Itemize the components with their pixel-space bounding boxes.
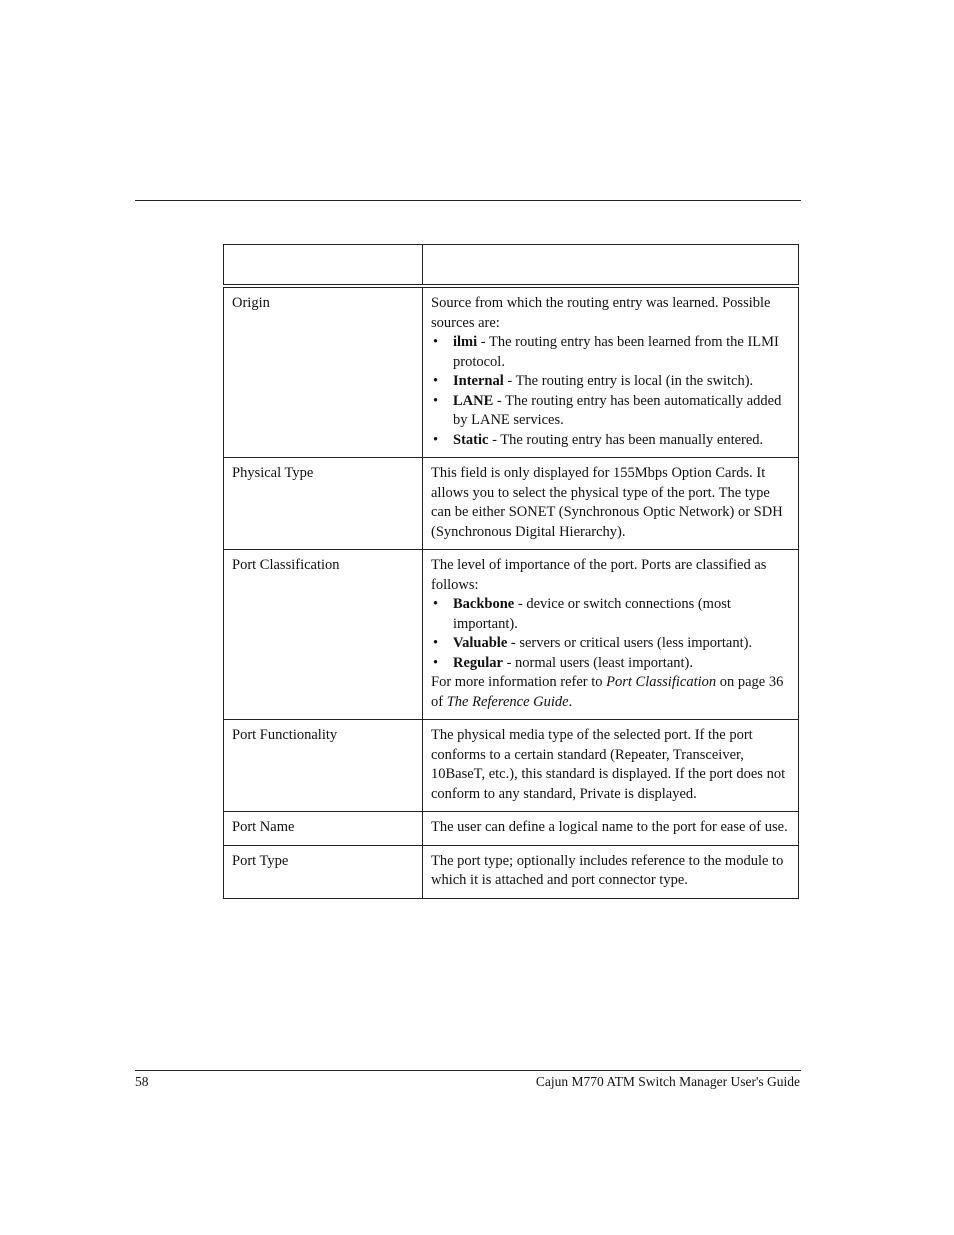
list-item [431,333,790,372]
table-row [224,720,799,812]
term-text: - The routing entry has been automatically added by LANE services. [453,392,782,428]
description-intro: Source from which the routing entry was learned. Possible sources are: [431,295,771,331]
ref-prefix: For more information refer to [431,674,607,690]
term-text: - The routing entry has been learned from the ILMI protocol. [453,334,779,370]
term-text: - normal users (least important). [502,654,693,671]
ref-book-title: The Reference Guide [446,693,569,710]
term-label: Regular [453,654,503,671]
field-description: The port type; optionally includes reference to the module to which it is attached and port connector type. [423,845,799,898]
field-name: Port Classification [224,550,423,720]
bullet-list [431,595,790,673]
table-row [224,458,799,550]
list-item [431,634,790,654]
field-name: Port Name [224,812,423,846]
field-description: The physical media type of the selected port. If the port conforms to a certain standard (Repeater, Transceiver, 10BaseT, etc.), this standard is displayed. If the port does not conform to any standard, Private is displayed. [423,720,799,812]
footer-rule [135,1070,801,1071]
field-name: Origin [224,286,423,458]
term-text: - The routing entry has been manually entered. [488,431,764,448]
header-cell-field [224,245,423,287]
table-row [224,550,799,720]
ref-suffix: . [568,693,573,710]
field-name: Physical Type [224,458,423,550]
table-row [224,845,799,898]
field-description: The user can define a logical name to the port for ease of use. [423,812,799,846]
term-label: LANE [453,392,494,409]
book-title: Cajun M770 ATM Switch Manager User's Guide [535,1074,800,1089]
header-rule [135,200,801,201]
table-row [224,812,799,846]
term-label: Backbone [453,596,515,612]
term-text: - The routing entry is local (in the switch). [503,373,754,389]
list-item [431,654,790,674]
description-intro: The level of importance of the port. Ports are classified as follows: [431,557,767,593]
list-item [431,372,790,392]
list-item [431,392,790,431]
term-text: - servers or critical users (less important). [507,635,753,651]
field-name: Port Functionality [224,720,423,812]
term-label: Valuable [453,635,508,651]
table-header-row [224,245,799,287]
bullet-list [431,333,790,450]
list-item [431,595,790,634]
cross-reference [431,673,790,712]
field-name: Port Type [224,845,423,898]
field-description: This field is only displayed for 155Mbps Option Cards. It allows you to select the physical type of the port. The type can be either SONET (Synchronous Optic Network) or SDH (Synchronous Digital Hierarchy). [423,458,799,550]
term-label: Internal [453,373,504,389]
list-item [431,431,790,451]
table-row [224,286,799,458]
term-text: - device or switch connections (most important). [453,596,731,632]
term-label: Static [453,431,489,448]
ref-section-title: Port Classification [606,674,717,690]
header-cell-description [423,245,799,287]
ref-middle: on page 36 of [431,674,784,710]
field-description [423,286,799,458]
page-number: 58 [135,1074,149,1089]
field-description [423,550,799,720]
field-description-table [223,244,799,899]
term-label: ilmi [453,334,478,350]
